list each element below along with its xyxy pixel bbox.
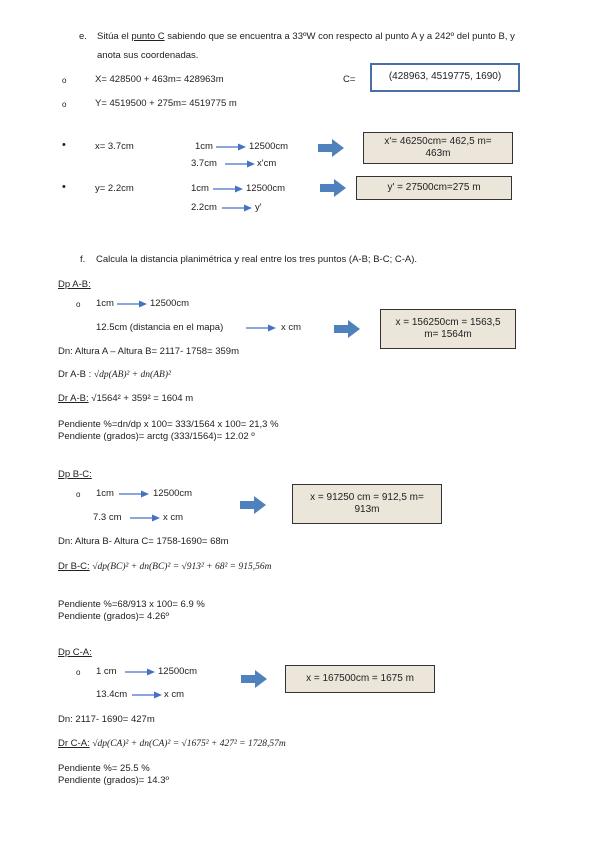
x-result-value: x'= 46250cm= 462,5 m= 463m (384, 135, 492, 159)
ca-prop-2b: x cm (164, 689, 185, 700)
y-prop-1b: 12500cm (246, 183, 286, 194)
ca-dr-formula: √dp(CA)² + dn(CA)² = √1675² + 427² = 1728,57m (92, 739, 286, 749)
ab-dr-label: Dr A-B : (58, 369, 92, 380)
section-f-statement: Calcula la distancia planimétrica y real entre los tres puntos (A-B; B-C; C-A). (96, 254, 418, 265)
bc-dr-row (58, 561, 271, 572)
small-arrow-icon (125, 668, 155, 676)
bc-prop-2b: x cm (163, 512, 184, 523)
ab-pendiente-pct: Pendiente %=dn/dp x 100= 333/1564 x 100= 21,3 % (58, 419, 279, 430)
y-result-value: y' = 27500cm=275 m (387, 181, 481, 193)
ca-title: Dp C-A: (58, 647, 92, 658)
bc-prop-2a: 7.3 cm (93, 512, 122, 523)
ab-dn: Dn: Altura A – Altura B= 2117- 1758= 359m (58, 346, 239, 357)
bullet-circle: o (76, 300, 81, 309)
section-e-letter: e. (79, 31, 87, 42)
x-result-box (363, 132, 513, 164)
ab-dr2-formula: √1564² + 359² = 1604 m (91, 393, 194, 404)
bc-dr-label: Dr B-C: (58, 561, 90, 572)
section-e-statement-line2: anota sus coordenadas. (97, 50, 199, 61)
x-calc: X= 428500 + 463m= 428963m (95, 74, 224, 85)
bc-prop-1b: 12500cm (153, 488, 193, 499)
ab-dr-row (58, 369, 171, 380)
bc-title: Dp B-C: (58, 469, 92, 480)
block-arrow-icon (241, 670, 267, 688)
ab-result-box (380, 309, 516, 349)
bullet-circle: o (62, 76, 67, 85)
x-prop-2a: 3.7cm (191, 158, 217, 169)
block-arrow-icon (240, 496, 266, 514)
ca-prop-2a: 13.4cm (96, 689, 128, 700)
x-prop-1a: 1cm (195, 141, 213, 152)
ca-dr-row (58, 738, 286, 749)
ca-result-value: x = 167500cm = 1675 m (306, 672, 414, 684)
small-arrow-icon (117, 300, 147, 308)
x-prop-2b: x'cm (257, 158, 277, 169)
block-arrow-icon (320, 179, 346, 197)
bullet-circle: o (62, 100, 67, 109)
ab-prop-1a: 1cm (96, 298, 114, 309)
ab-prop-1b: 12500cm (150, 298, 190, 309)
x-label: x= 3.7cm (95, 141, 134, 152)
ca-result-box (285, 665, 435, 693)
bc-result-box (292, 484, 442, 524)
y-calc: Y= 4519500 + 275m= 4519775 m (95, 98, 237, 109)
small-arrow-icon (213, 185, 243, 193)
small-arrow-icon (132, 691, 162, 699)
c-label: C= (343, 74, 356, 85)
bc-prop-1a: 1cm (96, 488, 114, 499)
y-result-box (356, 176, 512, 200)
bullet-circle: o (76, 490, 81, 499)
section-e-statement (97, 31, 515, 42)
bullet-circle: o (76, 668, 81, 677)
statement-text: Sitúa el (97, 31, 132, 42)
ca-dn: Dn: 2117- 1690= 427m (58, 714, 155, 725)
y-prop-2b: y' (255, 202, 262, 213)
bullet-dot: • (62, 181, 66, 193)
bullet-dot: • (62, 139, 66, 151)
bc-result-value: x = 91250 cm = 912,5 m= 913m (310, 491, 424, 515)
ca-prop-1b: 12500cm (158, 666, 198, 677)
ca-prop-1a: 1 cm (96, 666, 117, 677)
bc-pendiente-pct: Pendiente %=68/913 x 100= 6.9 % (58, 599, 205, 610)
statement-text-cont: sabiendo que se encuentra a 33ºW con respecto al punto A y a 242º del punto B, y (164, 31, 515, 42)
c-coordinates-box (370, 63, 520, 92)
y-label: y= 2.2cm (95, 183, 134, 194)
ab-pendiente-deg: Pendiente (grados)= arctg (333/1564)= 12.02 º (58, 431, 255, 442)
ab-dr2-label: Dr A-B: (58, 393, 89, 404)
ab-dr-formula: √dp(AB)² + dn(AB)² (93, 370, 171, 380)
ca-dr-label: Dr C-A: (58, 738, 90, 749)
bc-dn: Dn: Altura B- Altura C= 1758-1690= 68m (58, 536, 229, 547)
small-arrow-icon (222, 204, 252, 212)
block-arrow-icon (334, 320, 360, 338)
punto-c-link[interactable]: punto C (131, 31, 165, 42)
small-arrow-icon (225, 160, 255, 168)
ab-prop-2b: x cm (281, 322, 302, 333)
small-arrow-icon (130, 514, 160, 522)
small-arrow-icon (216, 143, 246, 151)
section-f-letter: f. (80, 254, 86, 265)
x-prop-1b: 12500cm (249, 141, 289, 152)
ab-title: Dp A-B: (58, 279, 91, 290)
ca-pendiente-pct: Pendiente %= 25.5 % (58, 763, 150, 774)
y-prop-2a: 2.2cm (191, 202, 217, 213)
small-arrow-icon (119, 490, 149, 498)
small-arrow-icon (246, 324, 276, 332)
bc-pendiente-deg: Pendiente (grados)= 4.26º (58, 611, 169, 622)
ab-dr2-row (58, 393, 193, 404)
block-arrow-icon (318, 139, 344, 157)
y-prop-1a: 1cm (191, 183, 209, 194)
c-coordinates-value: (428963, 4519775, 1690) (388, 71, 502, 83)
ca-pendiente-deg: Pendiente (grados)= 14.3º (58, 775, 169, 786)
bc-dr-formula: √dp(BC)² + dn(BC)² = √913² + 68² = 915,56m (92, 562, 272, 572)
ab-result-value: x = 156250cm = 1563,5 m= 1564m (395, 316, 501, 340)
ab-prop-2a: 12.5cm (distancia en el mapa) (96, 322, 224, 333)
